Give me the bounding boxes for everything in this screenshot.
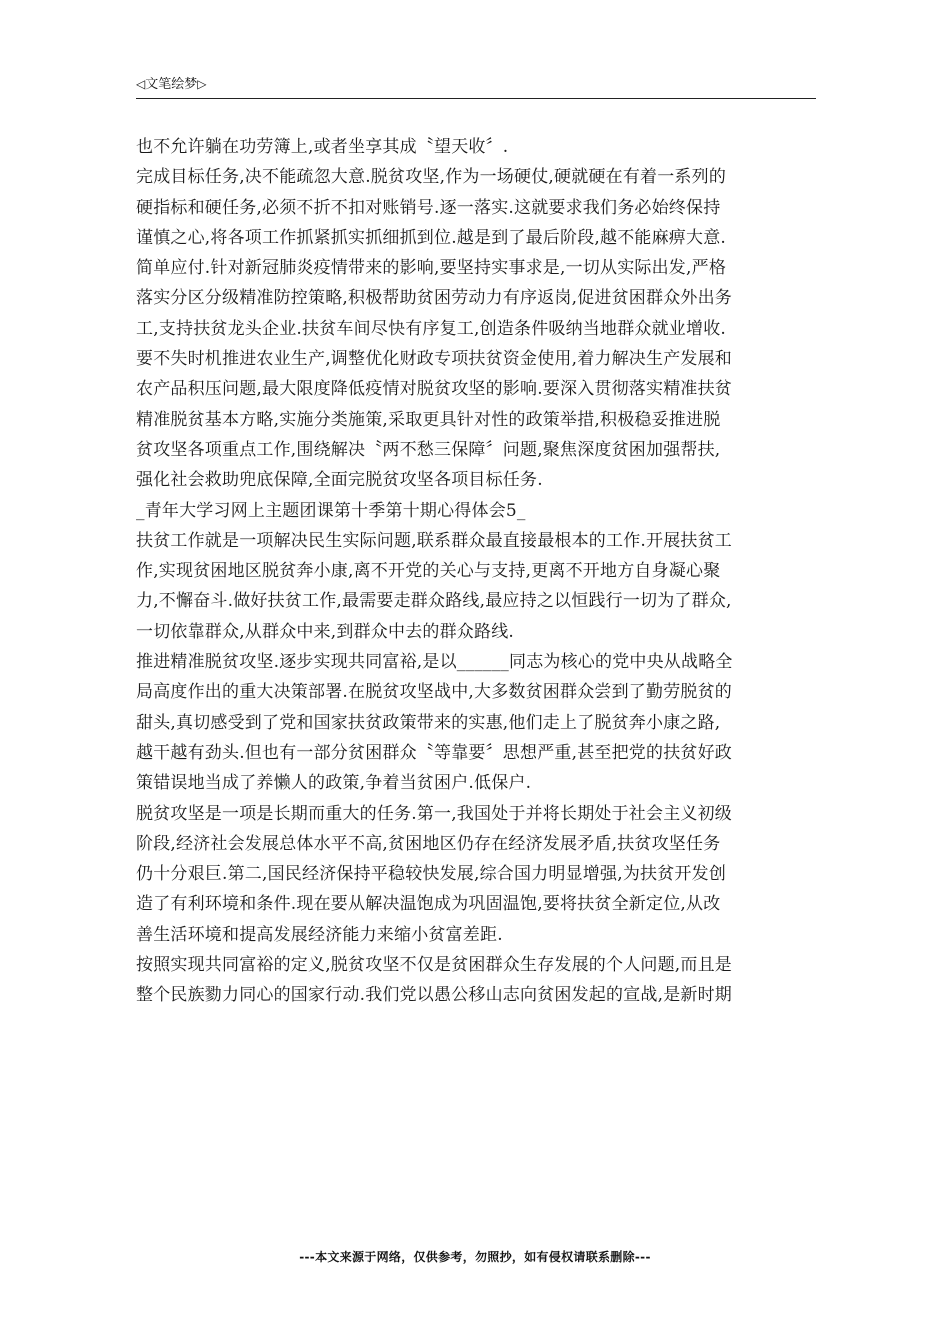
text-line: 谨慎之心,将各项工作抓紧抓实抓细抓到位.越是到了最后阶段,越不能麻痹大意. [136, 227, 727, 248]
text-line: 阶段,经济社会发展总体水平不高,贫困地区仍存在经济发展矛盾,扶贫攻坚任务 [136, 833, 721, 854]
section-heading: _青年大学习网上主题团课第十季第十期心得体会5_ [136, 500, 526, 521]
text-line: 仍十分艰巨.第二,国民经济保持平稳较快发展,综合国力明显增强,为扶贫开发创 [136, 864, 727, 885]
text-line: 落实分区分级精准防控策略,积极帮助贫困劳动力有序返岗,促进贫困群众外出务 [136, 288, 733, 309]
document-body [136, 132, 816, 1011]
page-header [136, 76, 816, 99]
left-triangle-icon: ◁ [136, 77, 146, 91]
text-line: 扶贫工作就是一项解决民生实际问题,联系群众最直接最根本的工作.开展扶贫工 [136, 530, 733, 551]
text-line: 整个民族勠力同心的国家行动.我们党以愚公移山志向贫困发起的宣战,是新时期 [136, 985, 733, 1006]
right-triangle-icon: ▷ [197, 77, 207, 91]
page-footer: ---本文来源于网络，仅供参考，勿照抄，如有侵权请联系删除--- [299, 1250, 651, 1264]
text-line: 强化社会救助兜底保障,全面完脱贫攻坚各项目标任务. [136, 470, 543, 491]
text-line: 要不失时机推进农业生产,调整优化财政专项扶贫资金使用,着力解决生产发展和 [136, 349, 733, 370]
text-line: 造了有利环境和条件.现在要从解决温饱成为巩固温饱,要将扶贫全新定位,从改 [136, 894, 721, 915]
text-line: 按照实现共同富裕的定义,脱贫攻坚不仅是贫困群众生存发展的个人问题,而且是 [136, 955, 733, 976]
brand-text: 文笔绘梦 [145, 77, 198, 92]
text-line: 精准脱贫基本方略,实施分类施策,采取更具针对性的政策举措,积极稳妥推进脱 [136, 409, 721, 430]
text-line: 甜头,真切感受到了党和国家扶贫政策带来的实惠,他们走上了脱贫奔小康之路, [136, 712, 721, 733]
text-line: 策错误地当成了养懒人的政策,争着当贫困户.低保户. [136, 773, 532, 794]
text-line: 越干越有劲头.但也有一部分贫困群众〝等靠要〞思想严重,甚至把党的扶贫好政 [136, 742, 733, 763]
text-line: 完成目标任务,决不能疏忽大意.脱贫攻坚,作为一场硬仗,硬就硬在有着一系列的 [136, 167, 727, 188]
text-line: 也不允许躺在功劳簿上,或者坐享其成〝望天收〞. [136, 137, 509, 157]
text-line: 贫攻坚各项重点工作,围绕解决〝两不愁三保障〞问题,聚焦深度贫困加强帮扶, [136, 439, 721, 460]
text-line: 推进精准脱贫攻坚.逐步实现共同富裕,是以______同志为核心的党中央从战略全 [136, 652, 733, 673]
text-line: 工,支持扶贫龙头企业.扶贫车间尽快有序复工,创造条件吸纳当地群众就业增收. [136, 318, 727, 339]
text-line: 局高度作出的重大决策部署.在脱贫攻坚战中,大多数贫困群众尝到了勤劳脱贫的 [136, 682, 733, 703]
text-line: 作,实现贫困地区脱贫奔小康,离不开党的关心与支持,更离不开地方自身凝心聚 [136, 561, 721, 582]
text-line: 农产品积压问题,最大限度降低疫情对脱贫攻坚的影响.要深入贯彻落实精准扶贫 [136, 379, 733, 400]
text-line: 一切依靠群众,从群众中来,到群众中去的群众路线. [136, 621, 515, 642]
text-line: 力,不懈奋斗.做好扶贫工作,最需要走群众路线,最应持之以恒践行一切为了群众, [136, 591, 732, 612]
brand-logo [136, 76, 206, 93]
text-line: 硬指标和硬任务,必须不折不扣对账销号.逐一落实.这就要求我们务必始终保持 [136, 197, 721, 218]
text-line: 脱贫攻坚是一项是长期而重大的任务.第一,我国处于并将长期处于社会主义初级 [136, 803, 733, 824]
text-line: 善生活环境和提高发展经济能力来缩小贫富差距. [136, 924, 503, 945]
text-line: 简单应付.针对新冠肺炎疫情带来的影响,要坚持实事求是,一切从实际出发,严格 [136, 258, 727, 279]
